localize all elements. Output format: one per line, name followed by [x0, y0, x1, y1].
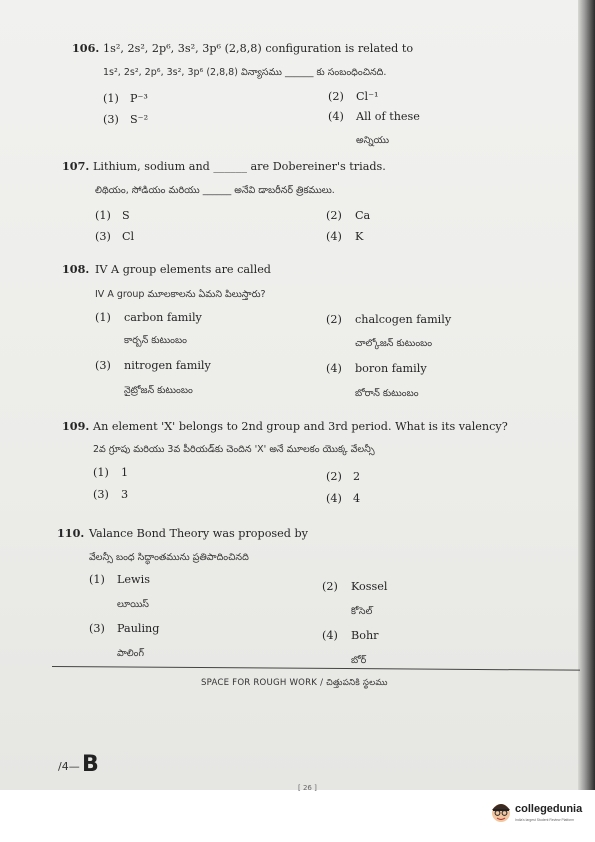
option-label: (4) — [328, 110, 344, 123]
option-text-telugu: కార్బన్ కుటుంబం — [124, 335, 187, 346]
option-label: (3) — [95, 359, 111, 372]
question-number: 108. — [62, 262, 90, 276]
option-label: (4) — [326, 492, 342, 505]
question-text-telugu: IV A group మూలకాలను ఏమని పిలుస్తారు? — [95, 289, 266, 300]
logo-tagline: India's largest Student Review Platform — [515, 818, 575, 822]
option-label: (3) — [89, 622, 105, 635]
question-number: 107. — [62, 159, 90, 173]
option-text: Cl — [122, 230, 135, 243]
option-label: (1) — [89, 573, 105, 586]
question-number: 109. — [62, 419, 90, 433]
option-text-telugu: కోసెల్ — [351, 606, 373, 617]
question-text: 1s², 2s², 2p⁶, 3s², 3p⁶ (2,8,8) configuration is related to — [103, 42, 414, 55]
option-label: (2) — [326, 313, 342, 326]
question-text-telugu: 1s², 2s², 2p⁶, 3s², 3p⁶ (2,8,8) విన్యాసము ______ కు సంబంధించినది. — [103, 67, 387, 78]
rough-work-label: SPACE FOR ROUGH WORK / చిత్తుపనికి స్థలము — [201, 678, 388, 688]
option-label: (4) — [322, 629, 338, 642]
page-number: [ 26 ] — [298, 784, 317, 792]
logo-wordmark: collegedunia — [515, 803, 583, 815]
option-label: (3) — [95, 230, 111, 243]
option-label: (1) — [93, 466, 109, 479]
option-label: (3) — [103, 113, 119, 126]
question-text: Valance Bond Theory was proposed by — [89, 527, 308, 540]
option-label: (2) — [326, 209, 342, 222]
option-text-telugu: లూయిస్ — [117, 599, 149, 610]
option-text: 2 — [353, 470, 361, 483]
question-text: An element 'X' belongs to 2nd group and 3rd period. What is its valency? — [93, 420, 508, 433]
option-text: chalcogen family — [355, 313, 452, 326]
option-text-telugu: చాల్కోజన్ కుటుంబం — [355, 338, 433, 349]
option-text: Kossel — [351, 580, 388, 593]
option-label: (1) — [103, 92, 119, 105]
option-text: carbon family — [124, 311, 202, 324]
question-number: 106. — [72, 41, 100, 55]
option-text: P⁻³ — [130, 92, 148, 105]
option-label: (1) — [95, 209, 111, 222]
option-text-telugu: బోరాన్ కుటుంబం — [355, 388, 419, 399]
page-code: /4— — [58, 760, 80, 773]
option-text: Lewis — [117, 573, 150, 586]
option-text: All of these — [356, 110, 420, 123]
option-text: boron family — [355, 362, 427, 375]
option-text: Ca — [355, 209, 371, 222]
option-text-telugu: నైట్రోజన్ కుటుంబం — [124, 385, 193, 396]
page-edge-shadow — [578, 0, 595, 790]
option-text: 3 — [121, 488, 129, 501]
option-label: (2) — [326, 470, 342, 483]
option-text-telugu: అన్నియు — [356, 135, 390, 146]
option-text: K — [355, 230, 364, 243]
option-text-telugu: పాలింగ్ — [117, 648, 145, 659]
option-text: nitrogen family — [124, 359, 211, 372]
option-text: S⁻² — [130, 113, 149, 126]
question-text: IV A group elements are called — [95, 263, 271, 276]
student-mascot-icon — [490, 800, 512, 824]
option-text: S — [122, 209, 130, 222]
option-label: (3) — [93, 488, 109, 501]
option-label: (4) — [326, 362, 342, 375]
question-text-telugu: వేలన్సీ బంధ సిద్ధాంతమును ప్రతిపాదించినది — [89, 552, 249, 563]
collegedunia-logo[interactable] — [490, 797, 590, 837]
question-text-telugu: లిథియం, సోడియం మరియు ______ అనేవి డాబరీనర్ త్రికములు. — [95, 185, 335, 196]
option-text: Pauling — [117, 622, 160, 635]
option-label: (2) — [322, 580, 338, 593]
question-text-telugu: 2వ గ్రూపు మరియు 3వ పీరియడ్‌కు చెందిన 'X' అనే మూలకం యొక్క వేలన్సీ — [93, 444, 375, 455]
option-text: Bohr — [351, 629, 379, 642]
option-text: Cl⁻¹ — [356, 90, 379, 103]
option-label: (2) — [328, 90, 344, 103]
option-label: (1) — [95, 311, 111, 324]
page-code-letter: B — [82, 752, 99, 777]
option-text: 4 — [353, 492, 361, 505]
option-text: 1 — [121, 466, 129, 479]
option-label: (4) — [326, 230, 342, 243]
question-text: Lithium, sodium and ______ are Dobereiner's triads. — [93, 160, 386, 173]
question-number: 110. — [57, 526, 85, 540]
option-text-telugu: బోర్ — [351, 655, 367, 666]
